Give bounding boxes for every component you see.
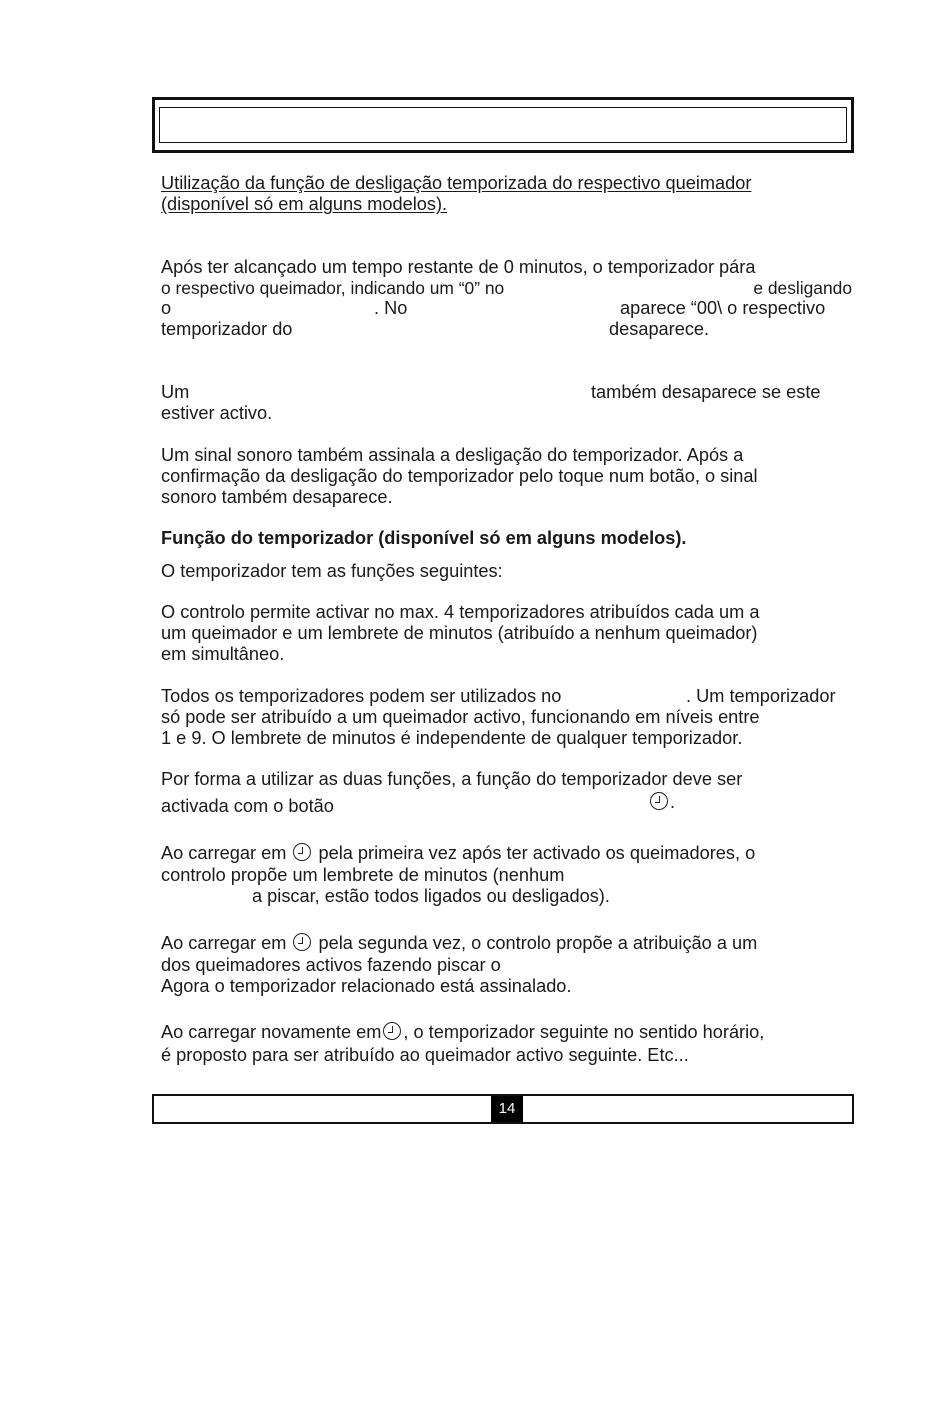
paragraph-1-line-4a: temporizador do	[161, 319, 293, 339]
clock-icon	[650, 792, 668, 810]
text-fragment: pela primeira vez após ter activado os queimadores, o	[318, 843, 756, 863]
text-fragment: o	[161, 298, 172, 318]
section-title-timer-function: Função do temporizador (disponível só em alguns modelos).	[161, 528, 687, 548]
paragraph-4-line-1: O temporizador tem as funções seguintes:	[161, 561, 503, 581]
paragraph-5-line-3: em simultâneo.	[161, 644, 285, 664]
text-fragment: Ao carregar em	[161, 843, 287, 863]
paragraph-8-line-3: a piscar, estão todos ligados ou desligados).	[252, 886, 610, 906]
paragraph-1-line-1: Após ter alcançado um tempo restante de 0 minutos, o temporizador pára	[161, 257, 756, 277]
paragraph-1-line-3c: aparece “00\ o respectivo	[620, 298, 826, 318]
paragraph-10-line-1	[161, 1022, 764, 1043]
header-frame	[152, 97, 854, 153]
text-fragment: Ao carregar em	[161, 933, 287, 953]
paragraph-1-line-3	[161, 298, 171, 319]
paragraph-5-line-2: um queimador e um lembrete de minutos (atribuído a nenhum queimador)	[161, 623, 758, 643]
text-fragment: , o temporizador seguinte no sentido horário,	[403, 1022, 765, 1042]
text-fragment: .	[670, 792, 676, 812]
paragraph-6-line-1a: Todos os temporizadores podem ser utilizados no	[161, 686, 562, 706]
page-number: 14	[491, 1096, 523, 1122]
paragraph-10-line-2: é proposto para ser atribuído ao queimador activo seguinte. Etc...	[161, 1045, 689, 1065]
paragraph-5-line-1: O controlo permite activar no max. 4 temporizadores atribuídos cada um a	[161, 602, 760, 622]
text-fragment: Ao carregar novamente em	[161, 1022, 382, 1042]
paragraph-9-line-1	[161, 933, 757, 954]
text-fragment: o respectivo queimador, indicando um “0” no	[161, 278, 505, 298]
paragraph-1-line-3b: . No	[374, 298, 408, 318]
paragraph-2-line-2: estiver activo.	[161, 403, 273, 423]
paragraph-9-line-2: dos queimadores activos fazendo piscar o	[161, 955, 501, 975]
section-title-line-1: Utilização da função de desligação temporizada do respectivo queimador	[161, 173, 752, 193]
clock-icon	[383, 1022, 401, 1040]
paragraph-1-line-2	[161, 278, 852, 299]
header-title-box	[159, 107, 847, 143]
footer-bar	[152, 1094, 854, 1124]
paragraph-3-line-3: sonoro também desaparece.	[161, 487, 393, 507]
paragraph-8-line-2: controlo propõe um lembrete de minutos (nenhum	[161, 865, 565, 885]
section-title-line-2: (disponível só em alguns modelos).	[161, 194, 448, 214]
paragraph-2-line-1a: Um	[161, 382, 190, 402]
paragraph-7-line-2b	[648, 792, 675, 813]
clock-icon	[293, 933, 311, 951]
paragraph-6-line-2: só pode ser atribuído a um queimador activo, funcionando em níveis entre	[161, 707, 760, 727]
paragraph-1-line-4b: desaparece.	[609, 319, 710, 339]
paragraph-6-line-1b: . Um temporizador	[686, 686, 836, 706]
paragraph-7-line-2a: activada com o botão	[161, 796, 334, 816]
paragraph-7-line-1: Por forma a utilizar as duas funções, a função do temporizador deve ser	[161, 769, 743, 789]
text-fragment: e desligando	[753, 278, 852, 298]
text-fragment: pela segunda vez, o controlo propõe a atribuição a um	[318, 933, 758, 953]
paragraph-3-line-1: Um sinal sonoro também assinala a desligação do temporizador. Após a	[161, 445, 744, 465]
paragraph-3-line-2: confirmação da desligação do temporizador pelo toque num botão, o sinal	[161, 466, 758, 486]
paragraph-2-line-1b: também desaparece se este	[591, 382, 821, 402]
paragraph-6-line-3: 1 e 9. O lembrete de minutos é independente de qualquer temporizador.	[161, 728, 743, 748]
paragraph-8-line-1	[161, 843, 755, 864]
paragraph-9-line-3: Agora o temporizador relacionado está assinalado.	[161, 976, 572, 996]
clock-icon	[293, 843, 311, 861]
